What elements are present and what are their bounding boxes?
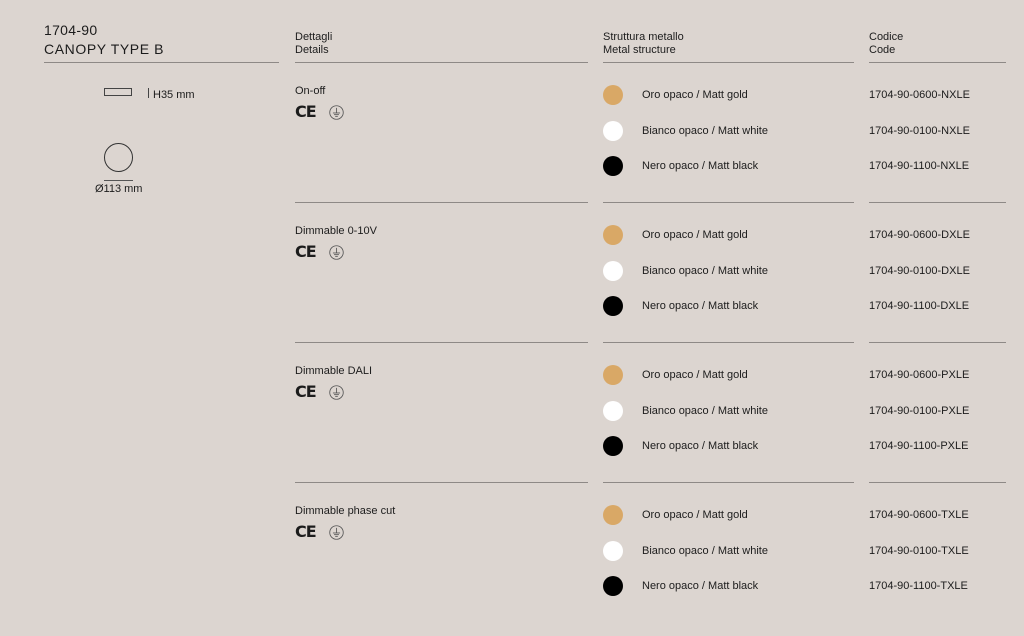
finish-label: Nero opaco / Matt black (642, 160, 759, 172)
finish-row (0, 151, 1024, 181)
details-header-en: Details (295, 44, 329, 56)
finish-label: Oro opaco / Matt gold (642, 89, 748, 101)
article-code: 1704-90-0100-TXLE (869, 544, 969, 557)
section-divider (869, 342, 1006, 343)
product-header-rule (44, 62, 279, 63)
variant-section (0, 496, 1024, 636)
structure-header (603, 31, 684, 57)
details-header-rule (295, 62, 588, 63)
section-divider (295, 202, 588, 203)
finish-label: Nero opaco / Matt black (642, 580, 759, 592)
finish-swatch (603, 541, 623, 561)
product-name: CANOPY TYPE B (44, 41, 165, 57)
finish-swatch (603, 576, 623, 596)
code-header (869, 31, 903, 57)
section-divider (869, 202, 1006, 203)
code-header-rule (869, 62, 1006, 63)
structure-header-en: Metal structure (603, 44, 676, 56)
finish-label: Nero opaco / Matt black (642, 440, 759, 452)
article-code: 1704-90-1100-PXLE (869, 440, 969, 452)
finish-row (0, 116, 1024, 146)
finish-label: Oro opaco / Matt gold (642, 229, 748, 241)
finish-swatch (603, 156, 623, 176)
finish-swatch (603, 121, 623, 141)
section-title: Dimmable 0-10V (295, 225, 377, 237)
finish-label: Bianco opaco / Matt white (642, 404, 768, 417)
article-code: 1704-90-1100-NXLE (869, 160, 970, 172)
finish-row (0, 431, 1024, 461)
section-title: Dimmable phase cut (295, 505, 396, 517)
finish-swatch (603, 85, 623, 105)
article-code: 1704-90-0100-PXLE (869, 404, 970, 417)
structure-header-rule (603, 62, 854, 63)
article-code: 1704-90-0100-DXLE (869, 264, 970, 277)
finish-swatch (603, 365, 623, 385)
finish-row (0, 500, 1024, 530)
finish-row (0, 536, 1024, 566)
structure-header-it: Struttura metallo (603, 31, 684, 43)
finish-row (0, 220, 1024, 250)
finish-row (0, 80, 1024, 110)
finish-swatch (603, 261, 623, 281)
section-divider (295, 482, 588, 483)
section-divider (603, 342, 854, 343)
article-code: 1704-90-0600-DXLE (869, 229, 970, 241)
variant-section (0, 216, 1024, 356)
finish-swatch (603, 436, 623, 456)
section-divider (603, 202, 854, 203)
section-title: Dimmable DALI (295, 365, 373, 377)
article-code: 1704-90-0600-NXLE (869, 89, 970, 101)
ce-mark-icon: CE (295, 242, 316, 261)
section-title: On-off (295, 85, 326, 97)
product-code: 1704-90 (44, 22, 98, 38)
ce-mark-icon: CE (295, 522, 316, 541)
finish-row (0, 256, 1024, 286)
article-code: 1704-90-0600-PXLE (869, 369, 970, 381)
finish-swatch (603, 225, 623, 245)
finish-row (0, 571, 1024, 601)
code-header-en: Code (869, 44, 896, 56)
article-code: 1704-90-1100-DXLE (869, 300, 970, 312)
ce-mark-icon: CE (295, 382, 316, 401)
details-header-it: Dettagli (295, 31, 333, 43)
details-header (295, 31, 332, 57)
finish-label: Bianco opaco / Matt white (642, 544, 768, 557)
finish-label: Bianco opaco / Matt white (642, 264, 768, 277)
code-header-it: Codice (869, 31, 904, 43)
ce-mark-icon: CE (295, 102, 316, 121)
section-divider (295, 342, 588, 343)
article-code: 1704-90-1100-TXLE (869, 580, 968, 592)
finish-label: Nero opaco / Matt black (642, 300, 759, 312)
section-divider (603, 482, 854, 483)
variant-section (0, 356, 1024, 496)
article-code: 1704-90-0600-TXLE (869, 509, 969, 521)
finish-label: Bianco opaco / Matt white (642, 124, 768, 137)
section-divider (869, 482, 1006, 483)
finish-row (0, 360, 1024, 390)
finish-swatch (603, 401, 623, 421)
diameter-dimension: Ø113 mm (95, 183, 143, 195)
finish-row (0, 291, 1024, 321)
finish-swatch (603, 505, 623, 525)
variant-section (0, 76, 1024, 216)
finish-swatch (603, 296, 623, 316)
finish-label: Oro opaco / Matt gold (642, 369, 748, 381)
finish-label: Oro opaco / Matt gold (642, 509, 748, 521)
height-dimension: H35 mm (153, 89, 195, 101)
finish-row (0, 396, 1024, 426)
article-code: 1704-90-0100-NXLE (869, 124, 970, 137)
